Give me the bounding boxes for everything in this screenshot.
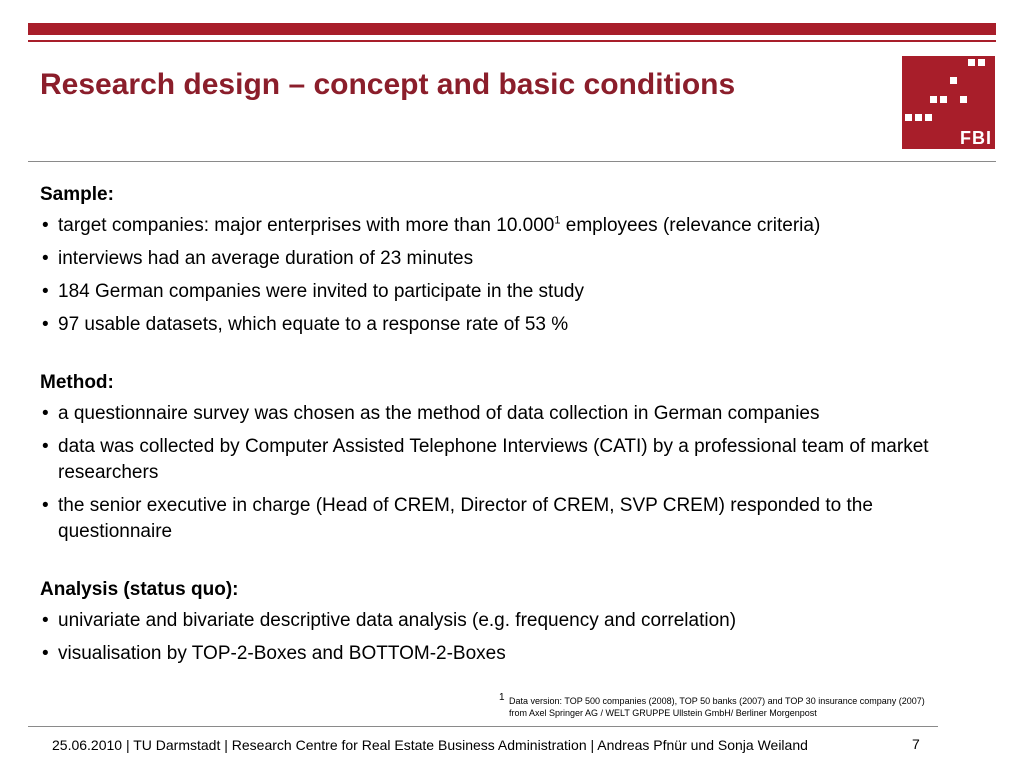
bullet-list [40, 401, 990, 545]
page-number: 7 [912, 736, 920, 752]
footer-divider [28, 726, 938, 727]
bullet-list [40, 213, 990, 338]
logo-square [960, 96, 967, 103]
bullet-list [40, 608, 990, 667]
logo-text: FBI [960, 128, 992, 148]
logo-square [950, 77, 957, 84]
section-heading: Sample: [40, 184, 114, 205]
analysis-section [40, 578, 990, 667]
slide-title: Research design – concept and basic conditions [40, 68, 736, 101]
fbi-logo [902, 56, 995, 149]
logo-square [925, 114, 932, 121]
bullet-item: • data was collected by Computer Assisted Telephone Interviews (CATI) by a professional team of market researchers [40, 434, 990, 486]
top-accent-bar [28, 23, 996, 35]
logo-square [978, 59, 985, 66]
footnote-line: from Axel Springer AG / WELT GRUPPE Ullstein GmbH/ Berliner Morgenpost [509, 708, 817, 718]
footnote-mark: 1 [499, 692, 505, 703]
logo-square [905, 114, 912, 121]
bullet-item: • visualisation by TOP-2-Boxes and BOTTOM-2-Boxes [40, 641, 990, 667]
logo-square [968, 59, 975, 66]
footnote-reference: 1 [554, 214, 561, 227]
footnote-line: Data version: TOP 500 companies (2008), TOP 50 banks (2007) and TOP 30 insurance company (2007) [509, 696, 925, 706]
logo-square [940, 96, 947, 103]
bullet-item: • a questionnaire survey was chosen as the method of data collection in German companies [40, 401, 990, 427]
method-section [40, 371, 990, 545]
bullet-item: • univariate and bivariate descriptive data analysis (e.g. frequency and correlation) [40, 608, 990, 634]
section-heading: Method: [40, 372, 114, 393]
slide-body [40, 183, 990, 674]
bullet-item: • 184 German companies were invited to participate in the study [40, 279, 990, 305]
section-heading: Analysis (status quo): [40, 579, 239, 600]
bullet-item: • 97 usable datasets, which equate to a response rate of 53 % [40, 312, 990, 338]
bullet-item: • interviews had an average duration of 23 minutes [40, 246, 990, 272]
bullet-item: • the senior executive in charge (Head of CREM, Director of CREM, SVP CREM) responded to the questionnaire [40, 493, 990, 545]
sample-section [40, 183, 990, 338]
top-accent-line [28, 40, 996, 42]
footer-text: 25.06.2010 | TU Darmstadt | Research Centre for Real Estate Business Administration | Andreas Pfnür und Sonja Weiland [52, 737, 808, 753]
bullet-item: • target companies: major enterprises with more than 10.000$^1$ employees (relevance criteria) [40, 213, 990, 239]
footnote [499, 692, 925, 719]
header-divider [28, 161, 996, 162]
logo-square [915, 114, 922, 121]
logo-square [930, 96, 937, 103]
